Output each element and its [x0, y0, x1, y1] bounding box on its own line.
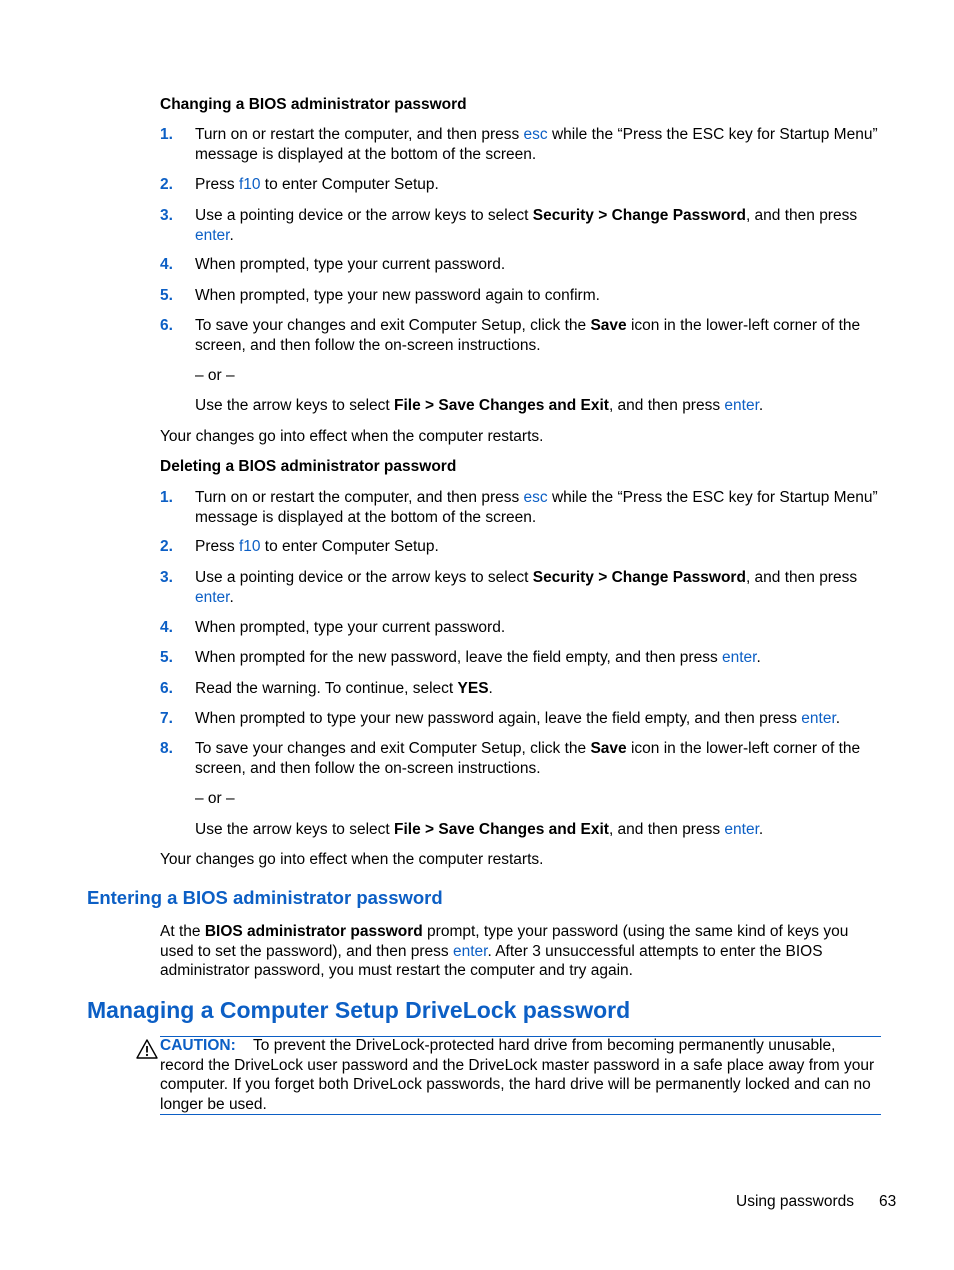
step-number: 3. [160, 569, 173, 586]
caution-text: To prevent the DriveLock-protected hard drive from becoming permanently unusable, record the DriveLock user password and the DriveLock master password in a safe place away from your computer. If you forget both DriveLock passwords, the hard drive will be permanently locked and can no longer be used. [160, 1037, 875, 1113]
step-text: Press f10 to enter Computer Setup. [195, 176, 439, 193]
caution-notice [160, 1036, 882, 1114]
step-number: 5. [160, 287, 173, 304]
step-text: Use a pointing device or the arrow keys to select Security > Change Password, and then press enter. [195, 207, 858, 244]
warning-triangle-icon [136, 1038, 158, 1060]
section-heading-drivelock: Managing a Computer Setup DriveLock password [87, 997, 631, 1023]
step-text: When prompted, type your new password again to confirm. [195, 287, 600, 304]
step-number: 6. [160, 317, 173, 334]
step-text: Turn on or restart the computer, and then press esc while the “Press the ESC key for Startup Menu” message is displayed at the bottom of the screen. [195, 126, 878, 163]
key-f10: f10 [238, 538, 261, 555]
step-text: When prompted, type your current password. [195, 619, 506, 636]
step-number: 5. [160, 649, 173, 666]
step-text: When prompted for the new password, leave the field empty, and then press enter. [195, 649, 761, 666]
step-text: Press f10 to enter Computer Setup. [195, 538, 439, 555]
caution-bottom-rule [160, 1114, 881, 1115]
step-text: Read the warning. To continue, select YES. [195, 680, 493, 697]
key-enter: enter [724, 821, 759, 838]
step-number: 4. [160, 256, 173, 273]
entering-paragraph: At the BIOS administrator password prompt, type your password (using the same kind of keys you used to set the password), and then press enter. After 3 unsuccessful attempts to enter the BIOS administrator password, you must restart the computer and try again. [160, 923, 849, 979]
alt-step-text: Use the arrow keys to select File > Save Changes and Exit, and then press enter. [195, 397, 764, 414]
step-number: 2. [160, 538, 173, 555]
step-number: 4. [160, 619, 173, 636]
alt-step-text: Use the arrow keys to select File > Save Changes and Exit, and then press enter. [195, 821, 764, 838]
or-separator: – or – [195, 790, 235, 807]
caution-label: CAUTION: [160, 1037, 236, 1054]
step-text: When prompted to type your new password again, leave the field empty, and then press enter. [195, 710, 841, 727]
step-number: 3. [160, 207, 173, 224]
step-number: 8. [160, 740, 173, 757]
step-number: 1. [160, 489, 173, 506]
step-text: Turn on or restart the computer, and then press esc while the “Press the ESC key for Startup Menu” message is displayed at the bottom of the screen. [195, 489, 878, 526]
step-text: Use a pointing device or the arrow keys to select Security > Change Password, and then press enter. [195, 569, 858, 606]
step-text: When prompted, type your current password. [195, 256, 506, 273]
step-text: To save your changes and exit Computer Setup, click the Save icon in the lower-left corner of the screen, and then follow the on-screen instructions. [195, 317, 861, 354]
key-enter: enter [722, 649, 757, 666]
key-enter: enter [452, 942, 488, 960]
key-enter: enter [801, 710, 836, 727]
key-esc: esc [523, 126, 548, 143]
step-number: 7. [160, 710, 173, 727]
key-enter: enter [195, 588, 230, 606]
section-heading-deleting: Deleting a BIOS administrator password [160, 458, 457, 475]
footer-section-label: Using passwords [736, 1193, 855, 1210]
step-number: 1. [160, 126, 173, 143]
section-heading-changing: Changing a BIOS administrator password [160, 96, 467, 113]
key-esc: esc [523, 489, 548, 506]
step-number: 6. [160, 680, 173, 697]
result-note: Your changes go into effect when the computer restarts. [160, 851, 544, 868]
step-number: 2. [160, 176, 173, 193]
section-heading-entering: Entering a BIOS administrator password [87, 887, 443, 908]
key-enter: enter [195, 226, 230, 244]
key-enter: enter [724, 397, 759, 414]
result-note: Your changes go into effect when the computer restarts. [160, 428, 544, 445]
or-separator: – or – [195, 367, 235, 384]
key-f10: f10 [238, 176, 261, 193]
page-number: 63 [879, 1193, 897, 1210]
step-text: To save your changes and exit Computer Setup, click the Save icon in the lower-left corner of the screen, and then follow the on-screen instructions. [195, 740, 861, 777]
